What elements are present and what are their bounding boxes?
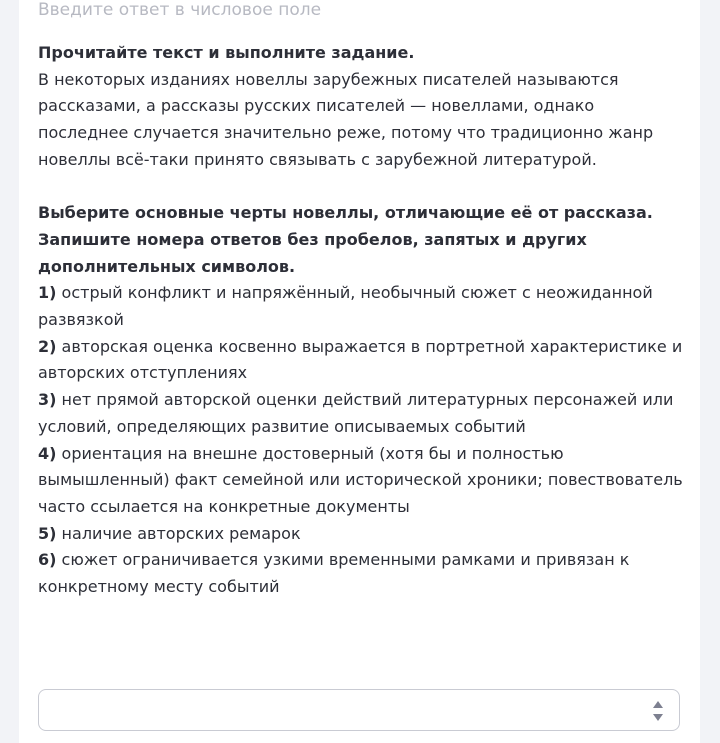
task-content <box>38 40 688 601</box>
previous-answer-placeholder: Введите ответ в числовое поле <box>38 0 322 20</box>
option-text: авторская оценка косвенно выражается в портретной характеристике и авторских отступлениях <box>38 336 683 383</box>
task-instruction: Прочитайте текст и выполните задание. <box>38 43 415 62</box>
task-passage: В некоторых изданиях новеллы зарубежных писателей называются рассказами, а рассказы русских писателей — новеллами, однако последнее случается значительно реже, потому что традиционно жанр новеллы всё-таки принято связывать с зарубежной литературой. <box>38 69 654 169</box>
option-text: нет прямой авторской оценки действий литературных персонажей или условий, определяющих развитие описываемых событий <box>38 390 674 436</box>
question-instruction: Запишите номера ответов без пробелов, запятых и других дополнительных символов. <box>38 229 587 276</box>
question-title: Выберите основные черты новеллы, отличающие её от рассказа. <box>38 203 653 223</box>
option-item-2 <box>38 334 688 387</box>
option-number: 1) <box>38 283 57 303</box>
option-item-4 <box>38 441 688 521</box>
option-text: острый конфликт и напряжённый, необычный сюжет с неожиданной развязкой <box>38 283 653 330</box>
option-item-6 <box>38 547 688 600</box>
option-item-1 <box>38 280 688 333</box>
option-text: ориентация на внешне достоверный (хотя бы и полностью вымышленный) факт семейной или исторической хроники; повествователь часто ссылается на конкретные документы <box>38 443 683 516</box>
up-down-spinner-icon[interactable] <box>651 699 665 723</box>
option-item-3 <box>38 387 688 440</box>
option-number: 6) <box>38 550 57 570</box>
option-text: наличие авторских ремарок <box>61 523 301 543</box>
option-item-5 <box>38 521 688 548</box>
option-number: 4) <box>38 443 57 463</box>
option-number: 2) <box>38 336 57 356</box>
option-number: 3) <box>38 390 57 410</box>
answer-number-field[interactable] <box>38 689 680 731</box>
option-text: сюжет ограничивается узкими временными рамками и привязан к конкретному месту событий <box>38 550 630 597</box>
option-number: 5) <box>38 523 57 543</box>
paragraph-spacer <box>38 174 688 201</box>
answer-input[interactable] <box>49 698 639 722</box>
